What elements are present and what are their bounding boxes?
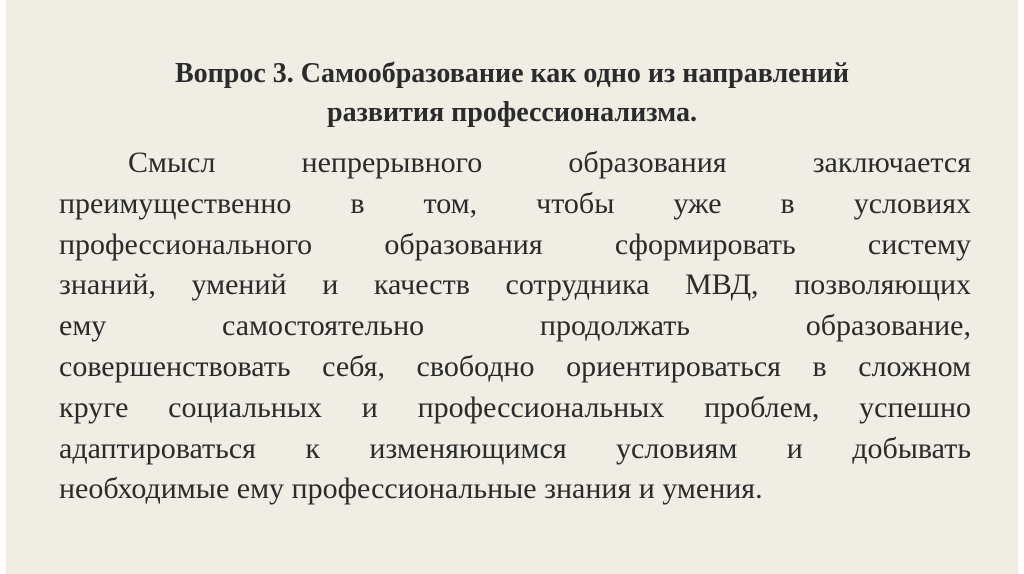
slide-title <box>46 54 978 132</box>
body-paragraph <box>59 143 971 510</box>
body-line-6: совершенствовать себя, свободно ориентироваться в сложном <box>59 349 971 383</box>
slide <box>6 0 1018 574</box>
body-line-8: адаптироваться к изменяющимся условиям и добывать <box>59 431 971 465</box>
body-line-7: круге социальных и профессиональных проблем, успешно <box>59 390 971 424</box>
body-line-1: Смысл непрерывного образования заключается <box>128 146 971 179</box>
title-line-2: развития профессионализма. <box>327 97 697 128</box>
body-line-2: преимущественно в том, чтобы уже в условиях <box>59 186 971 220</box>
body-line-9: необходимые ему профессиональные знания и умения. <box>59 472 763 506</box>
body-line-5: ему самостоятельно продолжать образование, <box>59 309 971 343</box>
body-line-4: знаний, умений и качеств сотрудника МВД, позволяющих <box>59 268 971 302</box>
title-line-1: Вопрос 3. Самообразование как одно из направлений <box>175 58 849 89</box>
body-line-3: профессионального образования сформировать систему <box>59 227 971 261</box>
